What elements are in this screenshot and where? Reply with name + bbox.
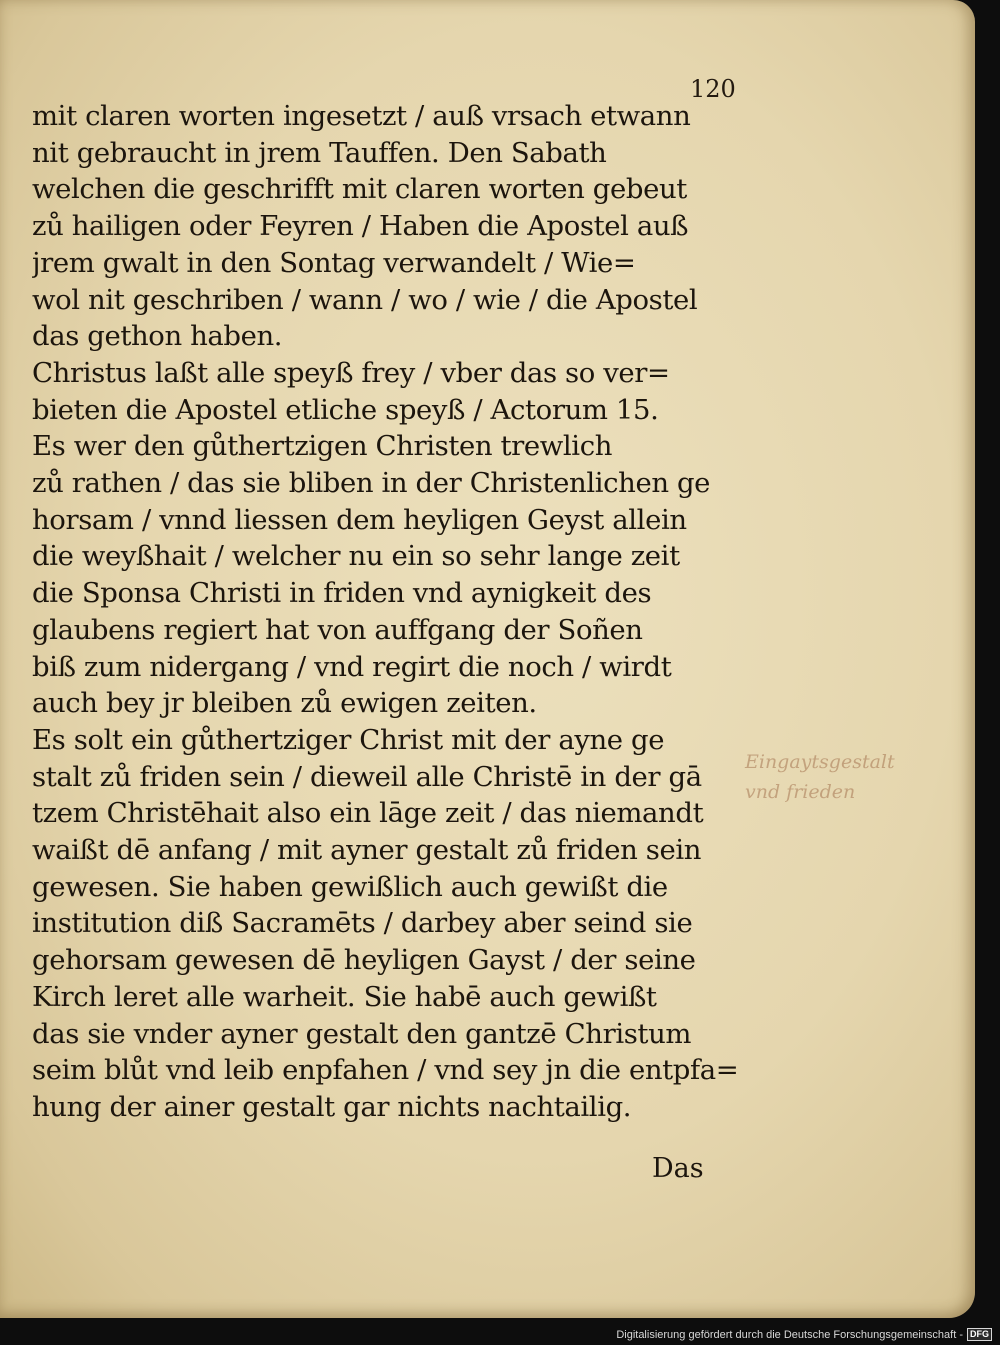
text-line: institution diß Sacramēts / darbey aber seind sie xyxy=(32,907,693,940)
catchword: Das xyxy=(652,1153,704,1184)
text-line: Christus laßt alle speyß frey / vber das so ver= xyxy=(32,356,670,389)
text-line: Es wer den gůthertzigen Christen trewlich xyxy=(32,430,613,463)
text-line: nit gebraucht in jrem Tauffen. Den Sabath xyxy=(32,136,607,169)
text-line: jrem gwalt in den Sontag verwandelt / Wie= xyxy=(32,246,636,279)
main-text xyxy=(32,98,752,1126)
text-line: mit claren worten ingesetzt / auß vrsach etwann xyxy=(32,100,691,132)
text-line: Kirch leret alle warheit. Sie habē auch gewißt xyxy=(32,980,657,1013)
text-line: auch bey jr bleiben zů ewigen zeiten. xyxy=(32,687,537,720)
digitization-credit xyxy=(616,1328,992,1341)
credit-text: Digitalisierung gefördert durch die Deutsche Forschungsgemeinschaft - xyxy=(616,1328,963,1341)
text-line: die weyßhait / welcher nu ein so sehr lange zeit xyxy=(32,540,680,573)
text-line: gewesen. Sie haben gewißlich auch gewißt die xyxy=(32,870,668,903)
handwritten-margin-note xyxy=(745,747,955,807)
text-line: waißt dē anfang / mit ayner gestalt zů friden sein xyxy=(32,834,702,867)
margin-note-line: vnd frieden xyxy=(745,781,856,803)
text-line: seim blůt vnd leib enpfahen / vnd sey jn die entpfa= xyxy=(32,1054,739,1087)
text-line: stalt zů friden sein / dieweil alle Christē in der gā xyxy=(32,760,702,793)
dfg-logo: DFG xyxy=(967,1328,992,1341)
text-line: hung der ainer gestalt gar nichts nachtailig. xyxy=(32,1090,632,1123)
text-line: biß zum nidergang / vnd regirt die noch / wirdt xyxy=(32,650,672,683)
text-line: gehorsam gewesen dē heyligen Gayst / der seine xyxy=(32,944,696,977)
text-line: bieten die Apostel etliche speyß / Actorum 15. xyxy=(32,393,659,426)
page-number: 120 xyxy=(690,75,736,103)
text-line: zů rathen / das sie bliben in der Christenlichen ge xyxy=(32,467,711,500)
text-line: glaubens regiert hat von auffgang der Soñen xyxy=(32,613,643,646)
text-line: welchen die geschrifft mit claren worten gebeut xyxy=(32,173,687,206)
text-line: zů hailigen oder Feyren / Haben die Apostel auß xyxy=(32,210,689,243)
text-line: Es solt ein gůthertziger Christ mit der ayne ge xyxy=(32,723,665,756)
text-line: das gethon haben. xyxy=(32,320,283,353)
text-line: wol nit geschriben / wann / wo / wie / die Apostel xyxy=(32,283,698,316)
text-line: das sie vnder ayner gestalt den gantzē Christum xyxy=(32,1017,692,1050)
margin-note-line: Eingaytsgestalt xyxy=(745,751,895,773)
text-line: die Sponsa Christi in friden vnd aynigkeit des xyxy=(32,577,652,610)
text-line: tzem Christēhait also ein lāge zeit / das niemandt xyxy=(32,797,704,830)
text-line: horsam / vnnd liessen dem heyligen Geyst allein xyxy=(32,503,687,536)
